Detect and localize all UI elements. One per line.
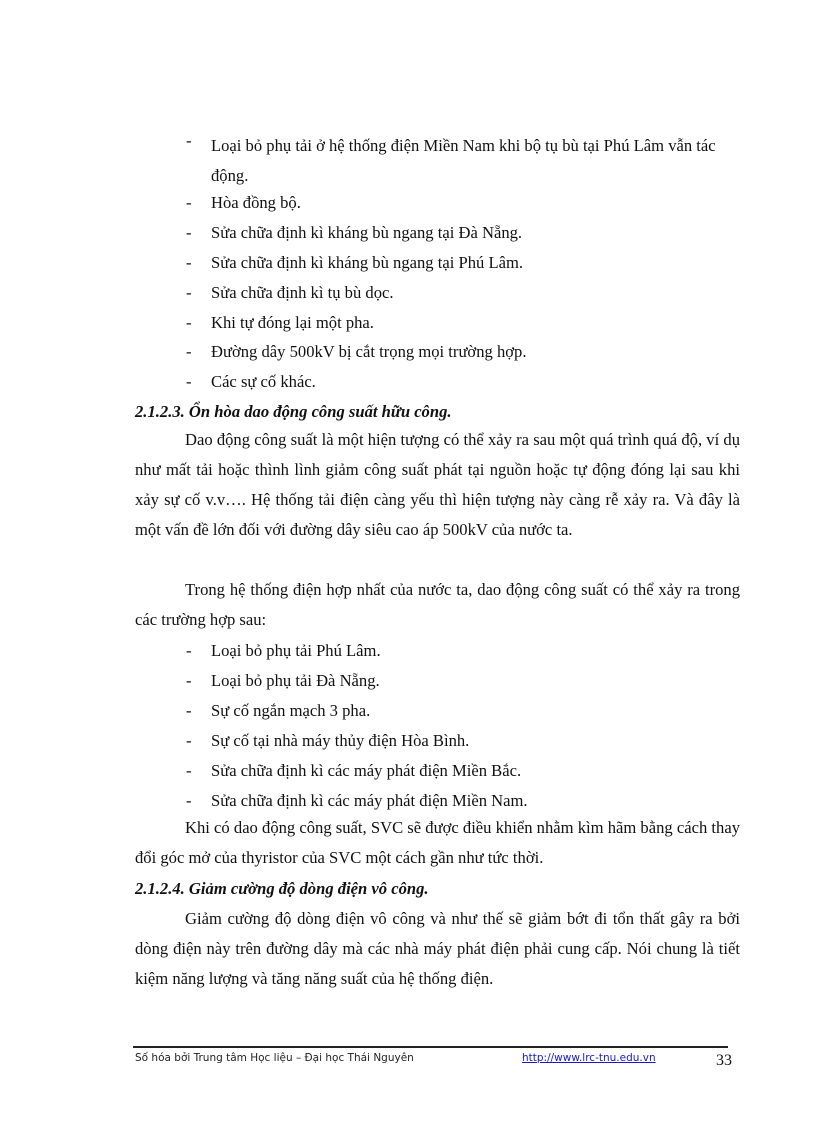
list-item-text: Khi tự đóng lại một pha. xyxy=(211,313,374,332)
paragraph xyxy=(135,904,740,994)
list-item-text: Sửa chữa định kì các máy phát điện Miền Bắc. xyxy=(211,761,522,780)
list-item-text: Sửa chữa định kì kháng bù ngang tại Đà Nẵng. xyxy=(211,223,523,242)
section-heading: 2.1.2.4. Giảm cường độ dòng điện vô công. xyxy=(135,879,429,898)
list-item-text: Sửa chữa định kì kháng bù ngang tại Phú Lâm. xyxy=(211,253,524,272)
list-dash: - xyxy=(186,313,192,332)
paragraph xyxy=(135,425,740,545)
list-item-text: Các sự cố khác. xyxy=(211,372,316,391)
list-dash: - xyxy=(186,223,192,242)
footer-source: Số hóa bởi Trung tâm Học liệu – Đại học Thái Nguyên xyxy=(135,1052,414,1064)
paragraph xyxy=(135,813,740,873)
list-item-text: Loại bỏ phụ tải Phú Lâm. xyxy=(211,641,381,660)
list-item-text: Loại bỏ phụ tải Đà Nẵng. xyxy=(211,671,380,690)
list-dash: - xyxy=(186,131,192,150)
list-item-text: Sửa chữa định kì các máy phát điện Miền Nam. xyxy=(211,791,528,810)
list-item-text: Sửa chữa định kì tụ bù dọc. xyxy=(211,283,394,302)
footer-divider xyxy=(133,1046,728,1048)
list-dash: - xyxy=(186,253,192,272)
list-dash: - xyxy=(186,671,192,690)
section-heading: 2.1.2.3. Ổn hòa dao động công suất hữu công. xyxy=(135,402,452,421)
list-dash: - xyxy=(186,283,192,302)
list-item-text: Loại bỏ phụ tải ở hệ thống điện Miền Nam khi bộ tụ bù tại Phú Lâm vẫn tác động. xyxy=(211,136,716,185)
paragraph-text: Khi có dao động công suất, SVC sẽ được điều khiển nhằm kìm hãm bằng cách thay đổi góc mở của thyristor của SVC một cách gần như tức thời. xyxy=(135,818,740,867)
footer-link[interactable]: http://www.lrc-tnu.edu.vn xyxy=(522,1052,656,1064)
list-dash: - xyxy=(186,761,192,780)
list-item-text: Sự cố tại nhà máy thủy điện Hòa Bình. xyxy=(211,731,470,750)
list-dash: - xyxy=(186,372,192,391)
list-dash: - xyxy=(186,193,192,212)
list-dash: - xyxy=(186,731,192,750)
list-item-text: Hòa đồng bộ. xyxy=(211,193,301,212)
list-item-text: Sự cố ngắn mạch 3 pha. xyxy=(211,701,371,720)
list-item-text: Đường dây 500kV bị cắt trọng mọi trường hợp. xyxy=(211,342,527,361)
list-dash: - xyxy=(186,641,192,660)
paragraph-text: Dao động công suất là một hiện tượng có thể xảy ra sau một quá trình quá độ, ví dụ như mất tải hoặc thình lình giảm công suất phát tại nguồn hoặc tự động đóng lại sau khi xảy sự cố v.v…. Hệ thống tải điện càng yếu thì hiện tượng này càng rễ xảy ra. Và đây là một vấn đề lớn đối với đường dây siêu cao áp 500kV của nước ta. xyxy=(135,430,740,539)
paragraph xyxy=(135,575,740,635)
list-dash: - xyxy=(186,791,192,810)
page-number: 33 xyxy=(716,1052,732,1069)
paragraph-text: Trong hệ thống điện hợp nhất của nước ta, dao động công suất có thể xảy ra trong các trường hợp sau: xyxy=(135,580,740,629)
list-dash: - xyxy=(186,342,192,361)
list-dash: - xyxy=(186,701,192,720)
paragraph-text: Giảm cường độ dòng điện vô công và như thế sẽ giảm bớt đi tổn thất gây ra bởi dòng điện này trên đường dây mà các nhà máy phát điện phải cung cấp. Nói chung là tiết kiệm năng lượng và tăng năng suất của hệ thống điện. xyxy=(135,909,740,988)
